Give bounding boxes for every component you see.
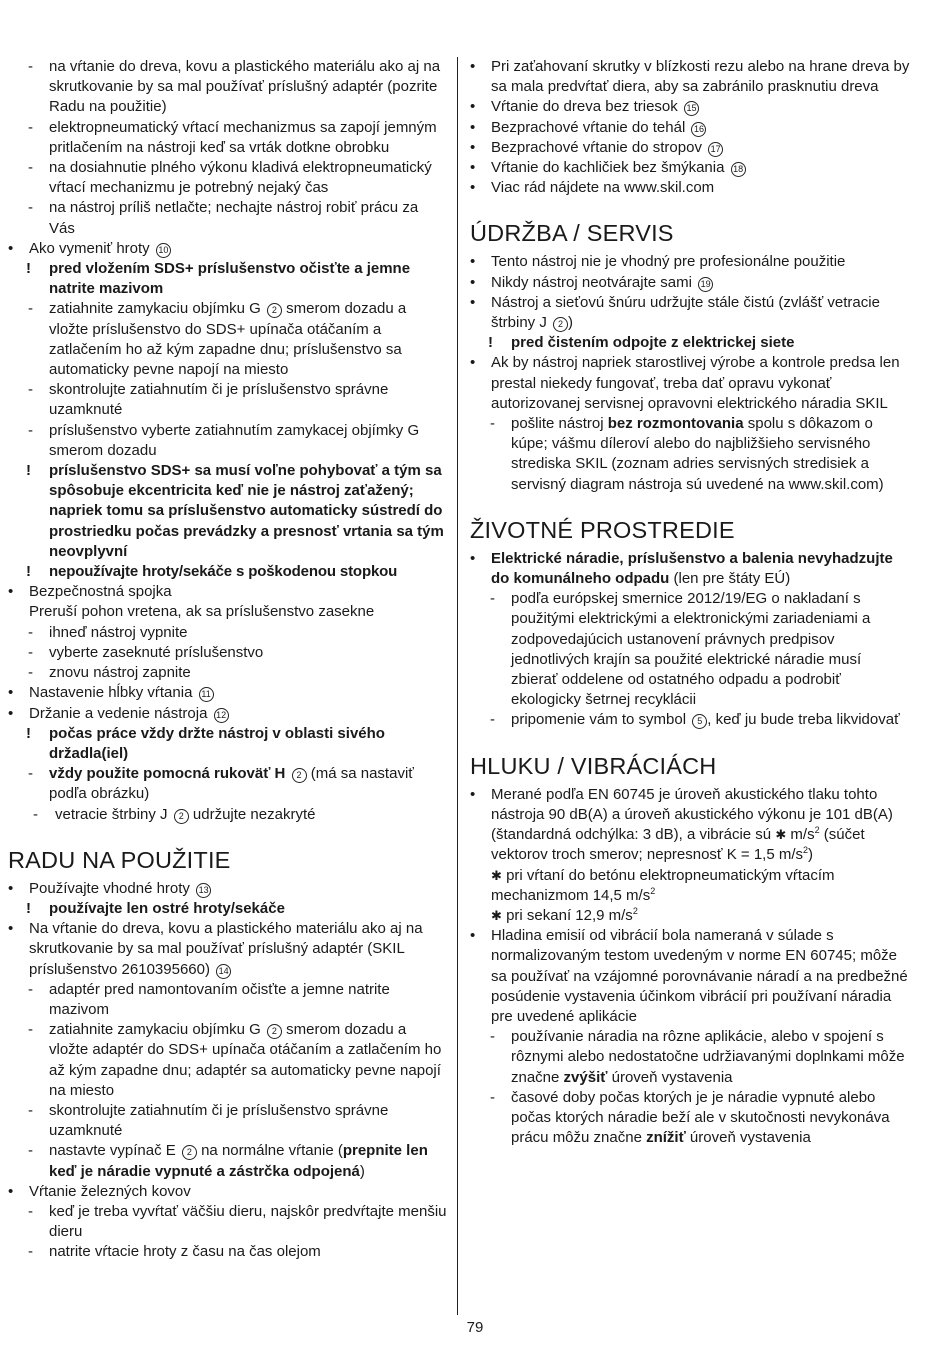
item-marker: - — [28, 1142, 33, 1160]
item-text: podľa európskej smernice 2012/19/EG o nakladaní s použitými elektrickými a elektronickými zariadeniami a zodpovedajúcich ustanovení právnych predpisov jednotlivých krajín sa použité elektrické náradie musí zbierať oddelene od ostatného odpadu a podrobiť ekologicky šetrnej recyklácii — [511, 590, 871, 709]
right-column — [470, 57, 910, 1148]
figure-ref: 17 — [708, 142, 723, 157]
warning-item — [8, 259, 448, 299]
item-text: vždy použite pomocná rukoväť H — [49, 765, 286, 783]
warning-item — [8, 724, 448, 764]
item-text-end: ) — [359, 1162, 365, 1180]
list-item — [470, 549, 910, 589]
list-item — [8, 421, 448, 461]
item-text-cont: úroveň vystavenia — [607, 1068, 733, 1086]
list-item — [8, 118, 448, 158]
item-marker: • — [8, 583, 14, 601]
item-text-cont: na normálne vŕtanie ( — [201, 1142, 343, 1160]
warning-marker: ! — [488, 334, 493, 352]
item-marker: • — [470, 98, 476, 116]
figure-ref: 2 — [182, 1145, 197, 1160]
item-marker: - — [28, 159, 33, 177]
list-item — [8, 1182, 448, 1202]
item-marker: - — [28, 623, 33, 641]
item-marker: • — [470, 118, 476, 136]
vibration-line — [470, 906, 910, 926]
list-item — [8, 582, 448, 602]
item-text: pred čistením odpojte z elektrickej siete — [511, 334, 795, 352]
item-text: Tento nástroj nie je vhodný pre profesionálne použitie — [491, 253, 846, 271]
item-text-cont: ) — [568, 314, 574, 332]
figure-ref: 10 — [156, 243, 171, 258]
item-text: ihneď nástroj vypnite — [49, 623, 188, 641]
list-item — [8, 602, 448, 622]
list-item — [8, 623, 448, 643]
item-text: Pri zaťahovaní skrutky v blízkosti rezu alebo na hrane dreva by sa mala predvŕtať diera, aby sa zabránilo prasknutiu dreva — [491, 58, 910, 96]
list-item — [8, 158, 448, 198]
item-marker: • — [8, 920, 14, 938]
item-marker: - — [28, 643, 33, 661]
item-text: Nikdy nástroj neotvárajte sami — [491, 273, 692, 291]
item-text: skontrolujte zatiahnutím či je príslušenstvo správne uzamknuté — [49, 381, 389, 419]
figure-ref: 16 — [691, 122, 706, 137]
figure-ref: 14 — [216, 964, 231, 979]
item-marker: • — [470, 354, 476, 372]
item-marker: - — [28, 1243, 33, 1261]
item-marker: - — [28, 765, 33, 783]
warning-item — [8, 461, 448, 562]
item-text: Bezprachové vŕtanie do tehál — [491, 118, 686, 136]
list-item — [8, 1020, 448, 1101]
figure-ref: 5 — [692, 714, 707, 729]
vibration-text: pri sekaní 12,9 m/s — [506, 906, 633, 924]
item-text: Ak by nástroj napriek starostlivej výrobe a kontrole predsa len prestal niekedy fungovať, treba dať opravu vykonať autorizovanej servisnej opravovni elektrického náradia SKIL — [491, 354, 900, 412]
item-text: znovu nástroj zapnite — [49, 664, 191, 682]
item-marker: • — [8, 1182, 14, 1200]
item-text-cont: smerom dozadu a vložte adaptér do SDS+ upínača otáčaním a zatlačením ho až kým zapadne dnu; adaptér sa automaticky pevne napojí na miesto — [49, 1021, 442, 1099]
list-item — [8, 879, 448, 899]
item-marker: - — [490, 711, 495, 729]
item-marker: • — [8, 239, 14, 257]
figure-ref: 2 — [267, 303, 282, 318]
list-item — [470, 589, 910, 710]
item-text: nastavte vypínač E — [49, 1142, 176, 1160]
figure-ref: 12 — [214, 708, 229, 723]
item-marker: - — [28, 1021, 33, 1039]
item-text-bold: bez rozmontovania — [607, 415, 744, 433]
left-column — [8, 57, 448, 1263]
noise-text-end: ) — [808, 846, 814, 864]
list-item — [8, 663, 448, 683]
list-item — [8, 683, 448, 703]
item-marker: - — [490, 590, 495, 608]
item-text: natrite vŕtacie hroty z času na čas olejom — [49, 1243, 321, 1261]
list-item — [8, 643, 448, 663]
item-marker: • — [470, 927, 476, 945]
superscript: 2 — [650, 885, 656, 896]
item-text: adaptér pred namontovaním očisťte a jemne natrite mazivom — [49, 980, 390, 1018]
item-text: pripomenie vám to symbol — [511, 711, 687, 729]
figure-ref: 13 — [196, 883, 211, 898]
item-text-cont: spolu s dôkazom o kúpe; vášmu díleroví alebo do najbližšieho servisného strediska SKIL (zoznam adries servisných stredisiek a servisný diagram nástroja sú uvedené na www.skil.com) — [511, 415, 884, 493]
item-marker: - — [28, 1202, 33, 1220]
list-item — [470, 414, 910, 495]
list-item — [470, 1088, 910, 1149]
item-text: Vŕtanie do kachličiek bez šmýkania — [491, 159, 725, 177]
item-marker: • — [470, 785, 476, 803]
list-item — [470, 926, 910, 1027]
item-marker: • — [8, 704, 14, 722]
superscript: 2 — [814, 825, 820, 836]
item-text-cont: (len pre štáty EÚ) — [669, 570, 791, 588]
warning-marker: ! — [26, 462, 31, 480]
star-icon: ✱ — [491, 867, 502, 883]
item-text: príslušenstvo SDS+ sa musí voľne pohybovať a tým sa spôsobuje ekcentricita keď nie je nástroj zaťažený; napriek tomu sa príslušenstvo automaticky sústredí do prostriedku počas prevádzky a presnosť vrtania sa tým neovplyvní — [49, 462, 444, 560]
star-icon: ✱ — [491, 907, 502, 923]
item-text: Ako vymeniť hroty — [29, 239, 150, 257]
list-item — [8, 704, 448, 724]
item-marker: • — [8, 684, 14, 702]
list-item — [470, 178, 910, 198]
item-marker: • — [470, 58, 476, 75]
list-item — [8, 299, 448, 380]
warning-marker: ! — [26, 563, 31, 581]
column-divider — [457, 57, 458, 1315]
item-text-bold: prepnite len keď je náradie vypnuté a zástrčka odpojená — [49, 1142, 428, 1180]
item-marker: - — [490, 1028, 495, 1046]
list-item — [470, 785, 910, 866]
figure-ref: 19 — [698, 277, 713, 292]
list-item — [8, 1141, 448, 1181]
item-text: príslušenstvo vyberte zatiahnutím zamykacej objímky G smerom dozadu — [49, 421, 420, 459]
item-text: na vŕtanie do dreva, kovu a plastického materiálu ako aj na skrutkovanie by sa mal používať príslušný adaptér (pozrite Radu na použitie) — [49, 58, 441, 116]
unit-text: m/s — [790, 826, 815, 844]
item-text: používanie náradia na rôzne aplikácie, alebo v spojení s rôznymi alebo nedostatočne udržiavanými doplnkami môže značne — [511, 1028, 905, 1086]
figure-ref: 2 — [292, 768, 307, 783]
item-text-bold: zvýšiť — [563, 1068, 608, 1086]
item-marker: - — [28, 118, 33, 136]
list-item — [470, 57, 910, 97]
warning-marker: ! — [26, 260, 31, 278]
item-text: vyberte zaseknuté príslušenstvo — [49, 643, 264, 661]
list-item — [8, 764, 448, 804]
list-item — [8, 380, 448, 420]
superscript: 2 — [803, 845, 809, 856]
item-marker: - — [28, 381, 33, 399]
item-marker: - — [28, 1101, 33, 1119]
item-marker: - — [28, 58, 33, 75]
section-heading: RADU NA POUŽITIE — [8, 846, 231, 873]
item-text-cont: , keď ju bude treba likvidovať — [707, 711, 900, 729]
item-text-bold: znížiť — [646, 1129, 686, 1147]
item-text: pred vložením SDS+ príslušenstvo očisťte a jemne natrite mazivom — [49, 260, 411, 298]
item-text: skontrolujte zatiahnutím či je príslušenstvo správne uzamknuté — [49, 1101, 389, 1140]
noise-text: Merané podľa EN 60745 je úroveň akustického tlaku tohto nástroja 90 dB(A) a úroveň akustického výkonu je 101 dB(A) (štandardná odchýlka: 3 dB), a vibrácie sú — [491, 785, 893, 844]
vibration-text: pri vŕtaní do betónu elektropneumatickým vŕtacím mechanizmom 14,5 m/s — [491, 866, 835, 904]
list-item — [8, 1202, 448, 1242]
list-item — [8, 1101, 448, 1141]
item-text-cont: smerom dozadu a vložte príslušenstvo do SDS+ upínača otáčaním a zatlačením ho až kým zapadne dnu; príslušenstvo sa automaticky pevne napojí na miesto — [49, 300, 407, 379]
item-text: Nastavenie hĺbky vŕtania — [29, 684, 193, 702]
list-item — [8, 980, 448, 1020]
superscript: 2 — [632, 905, 638, 916]
list-item — [470, 252, 910, 272]
list-item — [470, 1027, 910, 1088]
item-text: Vŕtanie do dreva bez triesok — [491, 98, 678, 116]
list-item — [8, 1242, 448, 1262]
item-text: Používajte vhodné hroty — [29, 879, 190, 897]
item-text: keď je treba vyvŕtať väčšiu dieru, najskôr predvŕtajte menšiu dieru — [49, 1202, 447, 1241]
list-item — [470, 710, 910, 730]
item-text: elektropneumatický vŕtací mechanizmus sa zapojí jemným pritlačením na nástroji keď sa vrták dotkne obrobku — [49, 118, 437, 156]
item-text-cont: (má sa nastaviť podľa obrázku) — [49, 765, 414, 803]
warning-item — [8, 899, 448, 919]
item-marker: • — [470, 138, 476, 156]
item-marker: - — [490, 1088, 495, 1106]
item-marker: - — [28, 664, 33, 682]
item-text: Na vŕtanie do dreva, kovu a plastického materiálu ako aj na skrutkovanie by sa mal používať príslušný adaptér (SKIL príslušenstvo 2610395660) — [29, 920, 423, 978]
item-text: používajte len ostré hroty/sekáče — [49, 899, 285, 917]
item-marker: • — [470, 549, 476, 567]
figure-ref: 18 — [731, 162, 746, 177]
list-item — [470, 353, 910, 414]
item-marker: • — [470, 273, 476, 291]
item-marker: • — [470, 253, 476, 271]
warning-marker: ! — [26, 899, 31, 917]
figure-ref: 2 — [267, 1024, 282, 1039]
figure-ref: 2 — [553, 317, 568, 332]
section-heading: ŽIVOTNÉ PROSTREDIE — [470, 516, 735, 543]
vibration-line — [470, 866, 910, 906]
list-item — [8, 919, 448, 980]
item-text-cont: úroveň vystavenia — [685, 1129, 811, 1147]
list-item — [470, 293, 910, 333]
item-marker: - — [28, 980, 33, 998]
item-text: Vŕtanie železných kovov — [29, 1182, 191, 1200]
item-marker: - — [28, 199, 33, 217]
item-text: zatiahnite zamykaciu objímku G — [49, 300, 261, 318]
item-text: na dosiahnutie plného výkonu kladivá elektropneumatický vŕtací mechanizmu je potrebný nejaký čas — [49, 159, 432, 197]
item-text: zatiahnite zamykaciu objímku G — [49, 1021, 261, 1039]
section-heading: HLUKU / VIBRÁCIÁCH — [470, 752, 717, 779]
warning-marker: ! — [26, 724, 31, 742]
list-item — [470, 273, 910, 293]
item-text: časové doby počas ktorých je je náradie vypnuté alebo počas ktorých náradie beží ale v skutočnosti nevykonáva prácu môžu značne — [511, 1088, 890, 1147]
list-item — [470, 118, 910, 138]
item-marker: • — [8, 879, 14, 897]
item-text-bold: Elektrické náradie, príslušenstvo a balenia nevyhadzujte do komunálneho odpadu — [491, 549, 893, 588]
list-item — [8, 239, 448, 259]
figure-ref: 2 — [174, 809, 189, 824]
list-item — [8, 198, 448, 238]
item-text: počas práce vždy držte nástroj v oblasti sivého držadla(iel) — [49, 724, 385, 762]
item-text: pošlite nástroj — [511, 415, 608, 433]
item-marker: - — [490, 415, 495, 433]
item-text: Viac rád nájdete na www.skil.com — [491, 179, 715, 197]
item-marker: • — [470, 293, 476, 311]
section-heading: ÚDRŽBA / SERVIS — [470, 220, 674, 247]
list-item — [470, 158, 910, 178]
list-item — [470, 97, 910, 117]
figure-ref: 15 — [684, 101, 699, 116]
item-text: vetracie štrbiny J — [55, 805, 168, 823]
item-text: Bezprachové vŕtanie do stropov — [491, 138, 702, 156]
warning-item — [470, 333, 910, 353]
warning-item — [8, 562, 448, 582]
item-text: Preruší pohon vretena, ak sa príslušenstvo zasekne — [29, 603, 375, 621]
item-marker: • — [470, 159, 476, 177]
item-marker: - — [28, 421, 33, 439]
item-text: na nástroj príliš netlačte; nechajte nástroj robiť prácu za Vás — [49, 199, 419, 237]
item-text: Držanie a vedenie nástroja — [29, 704, 208, 722]
item-marker: • — [470, 179, 476, 197]
item-text: Bezpečnostná spojka — [29, 583, 172, 601]
item-text: nepoužívajte hroty/sekáče s poškodenou stopkou — [49, 563, 398, 581]
list-item — [470, 138, 910, 158]
item-text: Nástroj a sieťovú šnúru udržujte stále čistú (zvlášť vetracie štrbiny J — [491, 293, 880, 332]
figure-ref: 11 — [199, 687, 214, 702]
list-item — [8, 805, 448, 825]
item-marker: - — [28, 300, 33, 318]
page-number: 79 — [466, 1319, 484, 1336]
star-icon: ✱ — [775, 827, 787, 843]
item-text-cont: udržujte nezakryté — [192, 805, 316, 823]
item-marker: - — [33, 805, 38, 823]
item-text: Hladina emisií od vibrácií bola nameraná v súlade s normalizovaným testom uvedeným v norme EN 60745; môže sa používať na vzájomné porovnávanie náradí a na predbežné posúdenie vystavenia účinkom vibrácií pri používaní náradia pre uvedené aplikácie — [491, 927, 908, 1025]
noise-text-cont: (súčet vektorov troch smerov; nepresnosť K = 1,5 m/s — [491, 826, 865, 864]
list-item — [8, 57, 448, 118]
